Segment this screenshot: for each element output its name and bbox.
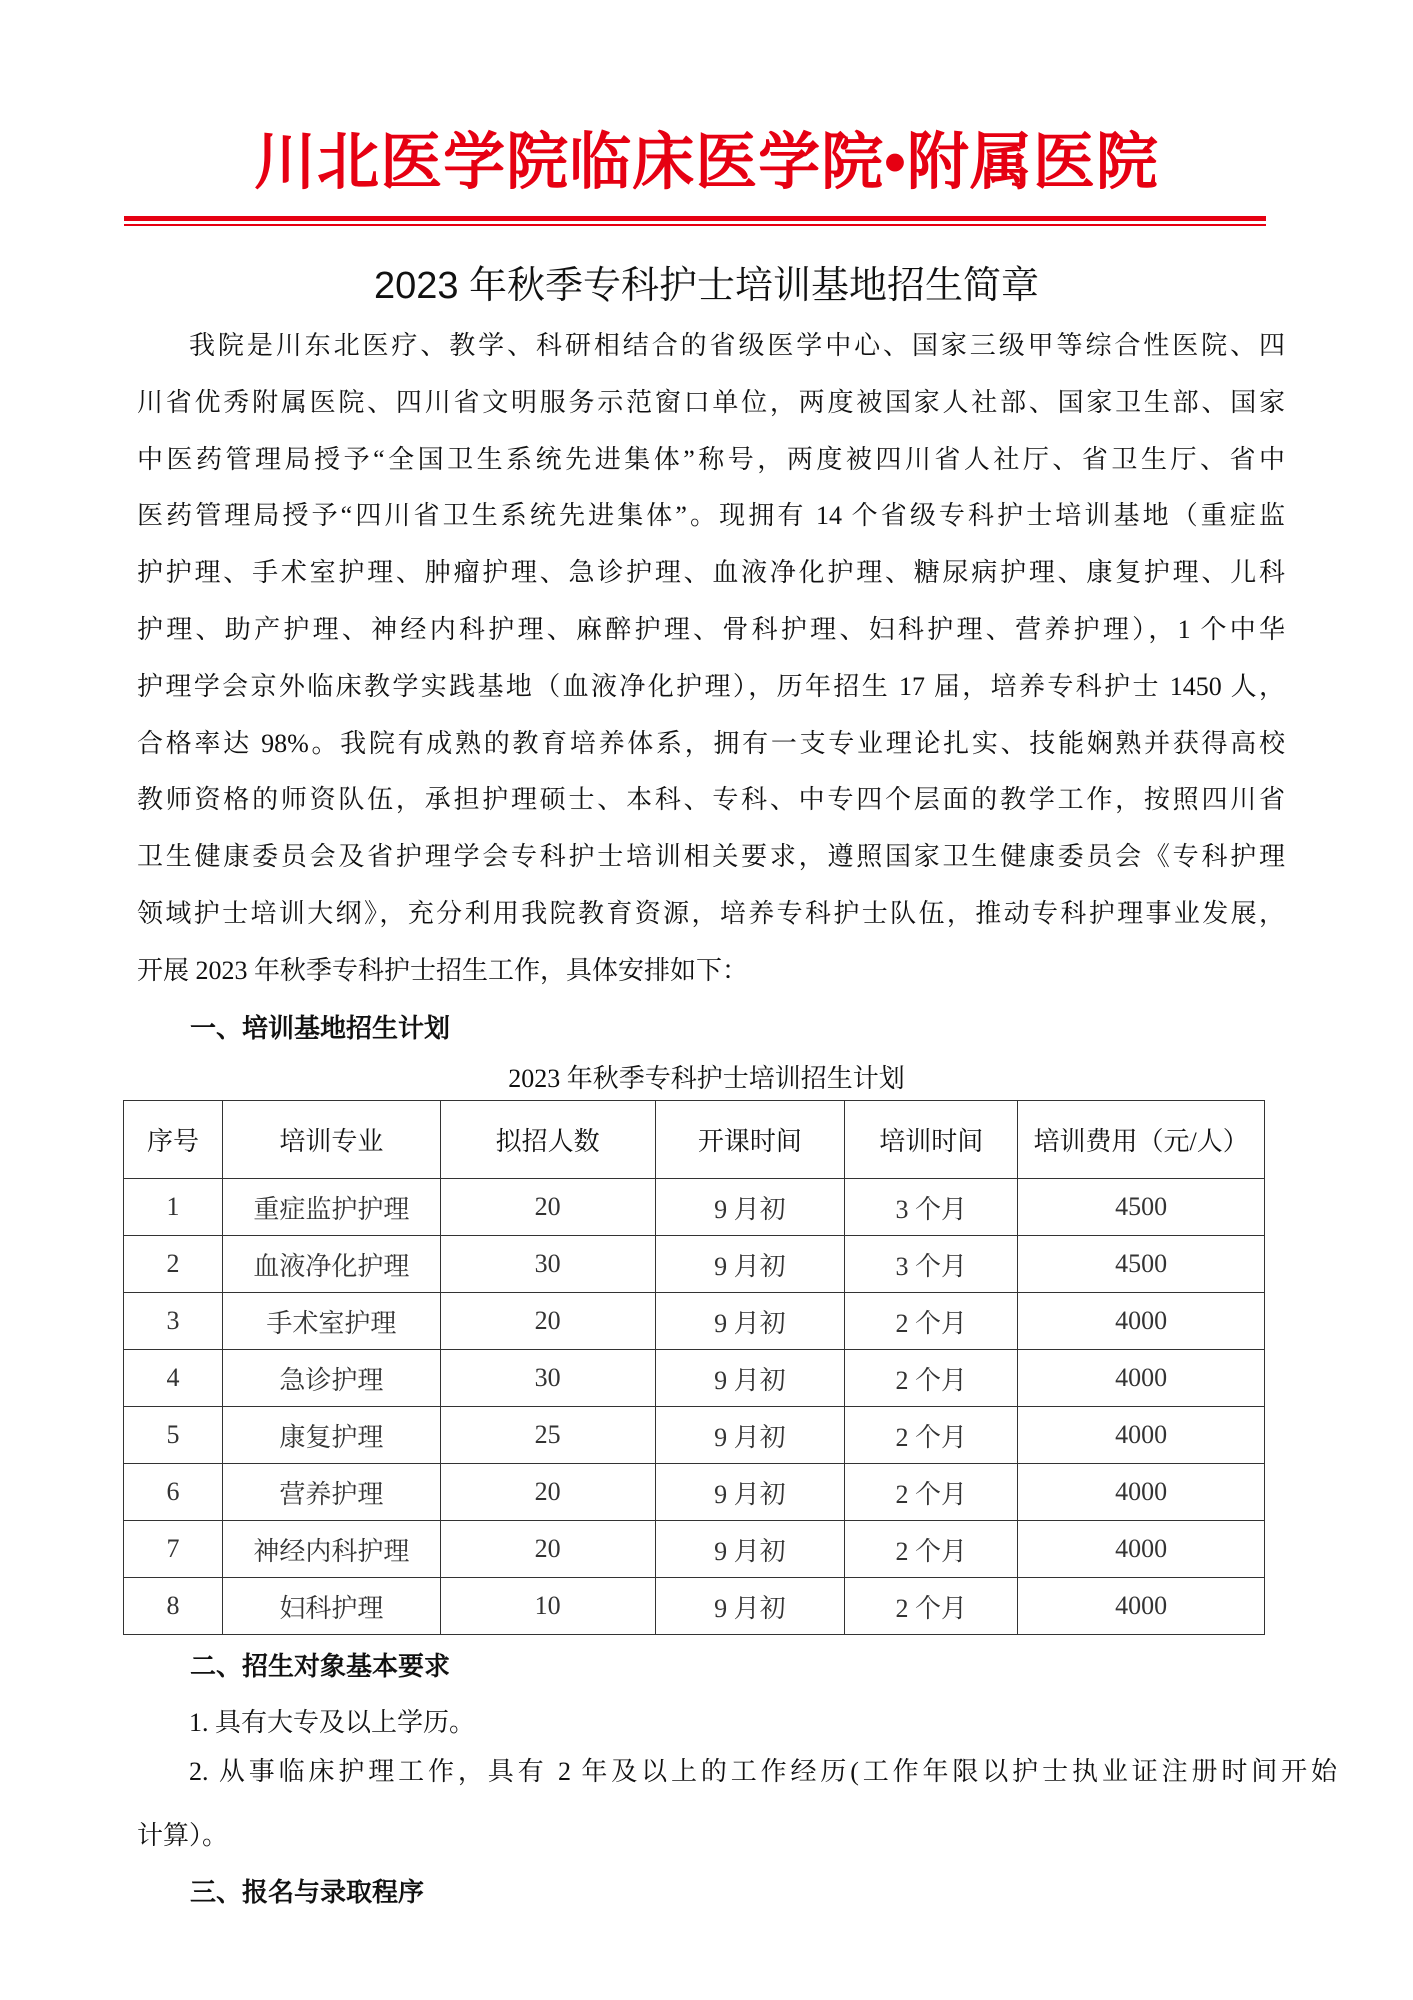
table-row — [124, 1350, 1265, 1407]
table-cell: 9 月初 — [655, 1578, 845, 1635]
intro-line: 护护理、手术室护理、肿瘤护理、急诊护理、血液净化护理、糖尿病护理、康复护理、儿科 — [137, 558, 1285, 588]
table-cell: 7 — [124, 1521, 223, 1578]
table-cell: 9 月初 — [655, 1521, 845, 1578]
table-cell: 5 — [124, 1407, 223, 1464]
table-cell: 2 个月 — [845, 1464, 1018, 1521]
table-cell: 2 个月 — [845, 1293, 1018, 1350]
column-header: 培训专业 — [222, 1101, 440, 1179]
table-row — [124, 1293, 1265, 1350]
table-cell: 3 个月 — [845, 1179, 1018, 1236]
table-cell: 10 — [440, 1578, 655, 1635]
table-cell: 营养护理 — [222, 1464, 440, 1521]
table-cell: 30 — [440, 1350, 655, 1407]
hospital-letterhead: 川北医学院临床医学院•附属医院 — [254, 128, 1159, 197]
table-cell: 妇科护理 — [222, 1578, 440, 1635]
intro-line: 护理学会京外临床教学实践基地（血液净化护理），历年招生 17 届，培养专科护士 1450 人， — [137, 671, 1285, 701]
intro-line: 合格率达 98%。我院有成熟的教育培养体系，拥有一支专业理论扎实、技能娴熟并获得高校 — [137, 728, 1285, 758]
column-header: 开课时间 — [655, 1101, 845, 1179]
intro-paragraph — [137, 326, 1285, 1008]
column-header: 拟招人数 — [440, 1101, 655, 1179]
table-cell: 9 月初 — [655, 1464, 845, 1521]
table-cell: 9 月初 — [655, 1179, 845, 1236]
section-heading-plan: 一、培训基地招生计划 — [190, 1014, 451, 1044]
table-cell: 4500 — [1018, 1236, 1265, 1293]
table-cell: 6 — [124, 1464, 223, 1521]
intro-line: 我院是川东北医疗、教学、科研相结合的省级医学中心、国家三级甲等综合性医院、四 — [189, 331, 1285, 360]
table-cell: 20 — [440, 1293, 655, 1350]
table-cell: 4500 — [1018, 1179, 1265, 1236]
table-cell: 3 — [124, 1293, 223, 1350]
enrollment-plan-table — [123, 1100, 1265, 1635]
table-cell: 手术室护理 — [222, 1293, 440, 1350]
intro-line: 教师资格的师资队伍，承担护理硕士、本科、专科、中专四个层面的教学工作，按照四川省 — [137, 785, 1285, 815]
table-cell: 20 — [440, 1179, 655, 1236]
table-cell: 8 — [124, 1578, 223, 1635]
table-cell: 康复护理 — [222, 1407, 440, 1464]
table-cell: 4000 — [1018, 1407, 1265, 1464]
table-cell: 25 — [440, 1407, 655, 1464]
requirement-2: 2. 从事临床护理工作，具有 2 年及以上的工作经历(工作年限以护士执业证注册时间开始 — [189, 1757, 1337, 1786]
letterhead-rule-thin — [124, 224, 1266, 226]
table-row — [124, 1464, 1265, 1521]
table-row — [124, 1578, 1265, 1635]
table-cell: 血液净化护理 — [222, 1236, 440, 1293]
table-cell: 2 个月 — [845, 1578, 1018, 1635]
letterhead-rule-thick — [124, 216, 1266, 221]
table-cell: 4000 — [1018, 1521, 1265, 1578]
table-cell: 20 — [440, 1521, 655, 1578]
section-heading-requirements: 二、招生对象基本要求 — [190, 1652, 451, 1682]
table-cell: 4 — [124, 1350, 223, 1407]
table-cell: 9 月初 — [655, 1350, 845, 1407]
requirement-2-cont: 计算）。 — [137, 1821, 229, 1850]
intro-line: 领域护士培训大纲》，充分利用我院教育资源，培养专科护士队伍，推动专科护理事业发展， — [137, 898, 1285, 928]
table-cell: 1 — [124, 1179, 223, 1236]
intro-line: 卫生健康委员会及省护理学会专科护士培训相关要求，遵照国家卫生健康委员会《专科护理 — [137, 842, 1285, 872]
table-row — [124, 1407, 1265, 1464]
requirement-1: 1. 具有大专及以上学历。 — [189, 1708, 476, 1737]
section-heading-procedure: 三、报名与录取程序 — [190, 1878, 425, 1908]
column-header: 培训费用（元/人） — [1018, 1101, 1265, 1179]
table-cell: 4000 — [1018, 1293, 1265, 1350]
document-title: 2023 年秋季专科护士培训基地招生简章 — [373, 265, 1040, 307]
table-header-row — [124, 1101, 1265, 1179]
table-row — [124, 1521, 1265, 1578]
table-cell: 20 — [440, 1464, 655, 1521]
table-cell: 2 个月 — [845, 1521, 1018, 1578]
table-title: 2023 年秋季专科护士培训招生计划 — [508, 1064, 905, 1093]
intro-line: 川省优秀附属医院、四川省文明服务示范窗口单位，两度被国家人社部、国家卫生部、国家 — [137, 387, 1285, 417]
table-cell: 2 个月 — [845, 1350, 1018, 1407]
intro-line: 护理、助产护理、神经内科护理、麻醉护理、骨科护理、妇科护理、营养护理），1 个中华 — [137, 614, 1285, 644]
table-cell: 急诊护理 — [222, 1350, 440, 1407]
table-cell: 重症监护护理 — [222, 1179, 440, 1236]
column-header: 培训时间 — [845, 1101, 1018, 1179]
intro-line: 中医药管理局授予“全国卫生系统先进集体”称号，两度被四川省人社厅、省卫生厅、省中 — [137, 444, 1285, 474]
table-cell: 神经内科护理 — [222, 1521, 440, 1578]
table-cell: 2 个月 — [845, 1407, 1018, 1464]
table-cell: 2 — [124, 1236, 223, 1293]
table-cell: 9 月初 — [655, 1407, 845, 1464]
table-cell: 4000 — [1018, 1350, 1265, 1407]
table-cell: 3 个月 — [845, 1236, 1018, 1293]
intro-line: 医药管理局授予“四川省卫生系统先进集体”。现拥有 14 个省级专科护士培训基地（重症监 — [137, 501, 1285, 531]
table-cell: 4000 — [1018, 1464, 1265, 1521]
table-cell: 9 月初 — [655, 1293, 845, 1350]
table-cell: 30 — [440, 1236, 655, 1293]
intro-line: 开展 2023 年秋季专科护士招生工作，具体安排如下： — [137, 955, 749, 985]
table-row — [124, 1236, 1265, 1293]
column-header: 序号 — [124, 1101, 223, 1179]
table-cell: 9 月初 — [655, 1236, 845, 1293]
table-cell: 4000 — [1018, 1578, 1265, 1635]
table-row — [124, 1179, 1265, 1236]
